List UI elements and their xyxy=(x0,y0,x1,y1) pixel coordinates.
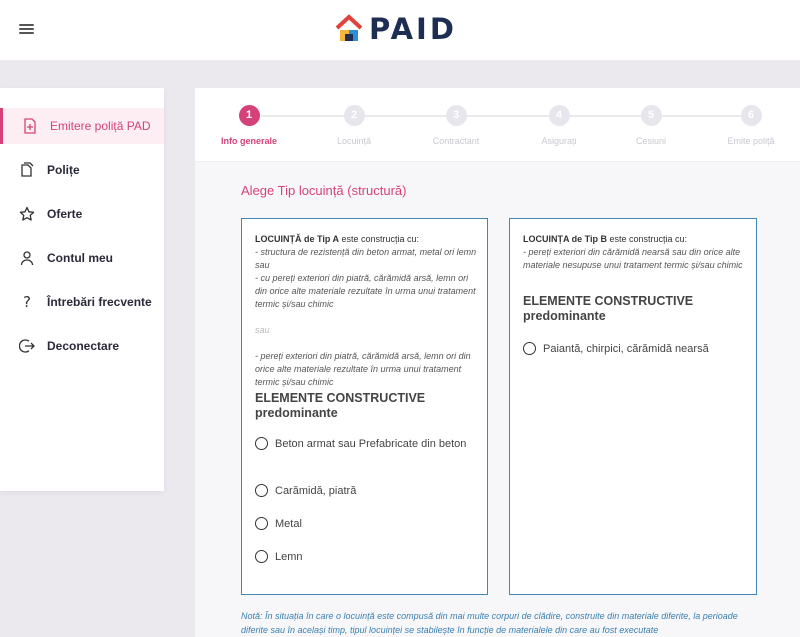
radio-label: Metal xyxy=(275,518,302,530)
sidebar xyxy=(0,88,164,491)
card-a-line3: - pereți exteriori din piatră, cărămidă arsă, lemn ori din orice alte materiale rezultate în urma unui tratament termic și/sau chimic xyxy=(255,351,471,387)
sidebar-item-label: Întrebări frecvente xyxy=(47,295,152,309)
radio-label: Carămidă, piatră xyxy=(275,485,357,497)
radio-circle[interactable] xyxy=(255,484,268,497)
sidebar-item-label: Oferte xyxy=(47,207,83,221)
step-number: 3 xyxy=(446,105,467,126)
note-text: Notă: În situația în care o locuință este compusă din mai multe corpuri de clădire, construite din materiale diferite, la perioade diferite sau în același timp, tipul locuinței se stabilește în funcție de materialele din care au fost executate xyxy=(241,611,738,635)
step-label: Emite poliță xyxy=(727,136,775,146)
stepper xyxy=(195,88,800,162)
radio-metal[interactable] xyxy=(255,516,302,532)
main-panel xyxy=(195,88,800,637)
step-number: 6 xyxy=(741,105,762,126)
card-a-intro: este construcția cu: xyxy=(339,234,420,244)
card-b-intro: este construcția cu: xyxy=(607,234,688,244)
step-number: 4 xyxy=(549,105,570,126)
card-a-sau: sau xyxy=(255,325,270,335)
step-number: 1 xyxy=(239,105,260,126)
sidebar-item-label: Polițe xyxy=(47,163,80,177)
user-icon xyxy=(19,250,35,266)
step-number: 5 xyxy=(641,105,662,126)
sidebar-item-contul-meu[interactable] xyxy=(0,240,164,276)
menu-icon[interactable] xyxy=(19,21,34,35)
radio-label: Paiantă, chirpici, cărămidă nearsă xyxy=(543,343,709,355)
step-label: Locuință xyxy=(336,136,372,146)
card-a-title: LOCUINȚĂ de Tip A xyxy=(255,234,339,244)
form-content xyxy=(195,162,800,637)
radio-label: Beton armat sau Prefabricate din beton xyxy=(275,438,467,450)
sidebar-item-intrebari-frecvente[interactable] xyxy=(0,284,164,320)
question-icon: ? xyxy=(23,293,31,311)
radio-caramida-piatra[interactable] xyxy=(255,483,356,499)
card-tip-b xyxy=(509,218,757,595)
step-emite-polita[interactable] xyxy=(711,105,791,146)
radio-circle[interactable] xyxy=(255,517,268,530)
step-number: 2 xyxy=(344,105,365,126)
card-b-title: LOCUINȚA de Tip B xyxy=(523,234,607,244)
logo[interactable] xyxy=(333,12,457,46)
card-a-description xyxy=(255,233,477,389)
step-label: Info generale xyxy=(220,136,277,146)
top-bar xyxy=(0,0,800,60)
card-a-line1: - structura de rezistență din beton armat, metal ori lemn sau xyxy=(255,247,477,270)
card-tip-a xyxy=(241,218,488,595)
sidebar-item-polite[interactable] xyxy=(0,152,164,188)
logout-icon xyxy=(19,338,35,354)
sidebar-item-label: Contul meu xyxy=(47,251,113,265)
radio-circle[interactable] xyxy=(255,437,268,450)
section-title: Alege Tip locuință (structură) xyxy=(241,183,407,198)
logo-text: PAID xyxy=(369,12,457,46)
step-asigurati[interactable] xyxy=(519,105,599,146)
documents-icon xyxy=(19,162,35,178)
card-b-description xyxy=(523,233,745,272)
sidebar-item-label: Emitere poliță PAD xyxy=(50,119,151,133)
radio-lemn[interactable] xyxy=(255,549,303,565)
step-label: Asigurați xyxy=(541,136,577,146)
step-info-generale[interactable] xyxy=(209,105,289,146)
sidebar-item-emitere-polita[interactable] xyxy=(0,108,164,144)
card-a-elements-title: ELEMENTE CONSTRUCTIVE predominante xyxy=(255,391,426,420)
step-label: Cesiuni xyxy=(635,136,666,146)
star-icon xyxy=(19,206,35,222)
radio-beton-armat[interactable] xyxy=(255,436,470,452)
radio-circle[interactable] xyxy=(523,342,536,355)
radio-circle[interactable] xyxy=(255,550,268,563)
house-logo-icon xyxy=(333,13,365,45)
card-a-line2: - cu pereți exteriori din piatră, cărămidă arsă, lemn ori din orice alte materiale rezultate în urma unui tratament termic și/sau chimic xyxy=(255,273,476,309)
radio-label: Lemn xyxy=(275,551,303,563)
card-b-elements-title: ELEMENTE CONSTRUCTIVE predominante xyxy=(523,294,694,323)
radio-paianta[interactable] xyxy=(523,341,709,357)
step-cesiuni[interactable] xyxy=(611,105,691,146)
file-add-icon xyxy=(22,118,38,134)
step-label: Contractant xyxy=(432,136,480,146)
step-contractant[interactable] xyxy=(416,105,496,146)
sidebar-item-oferte[interactable] xyxy=(0,196,164,232)
sidebar-item-label: Deconectare xyxy=(47,339,120,353)
step-locuinta[interactable] xyxy=(314,105,394,146)
sidebar-item-deconectare[interactable] xyxy=(0,328,164,364)
card-b-line1: - pereți exteriori din cărămidă nearsă sau din orice alte materiale nesupuse unui tratament termic și/sau chimic xyxy=(523,247,743,270)
